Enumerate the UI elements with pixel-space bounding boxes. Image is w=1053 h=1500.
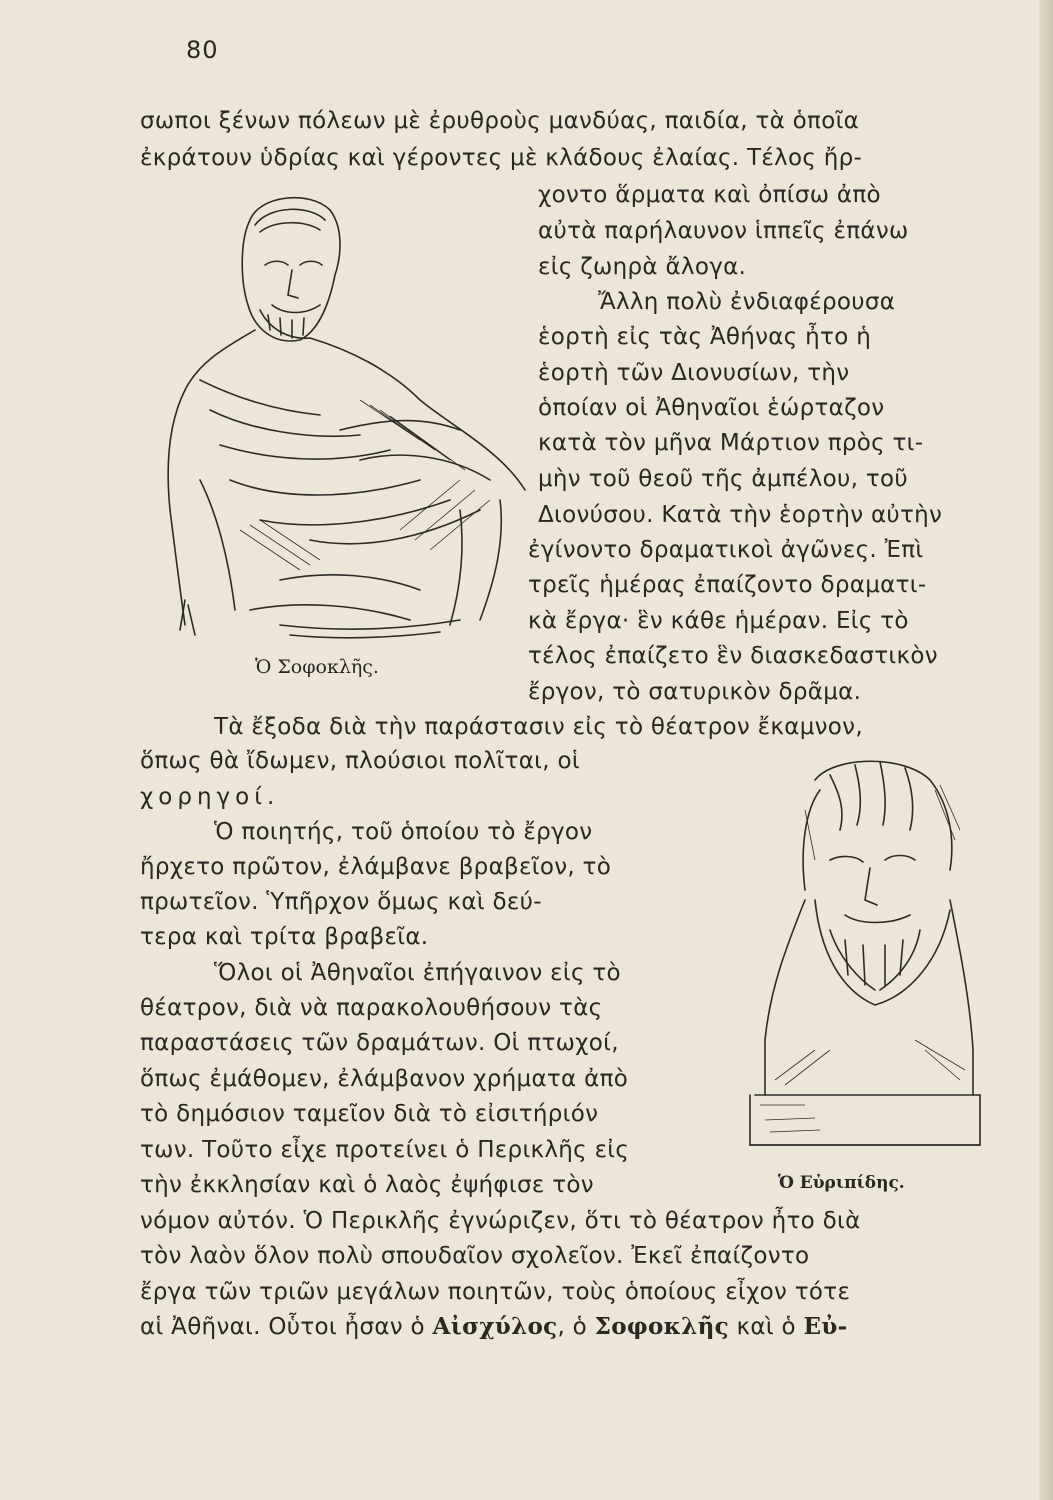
- last-line-sep1: , ὁ: [557, 1314, 595, 1340]
- text-line: ἐγίνοντο δραματικοὶ ἀγῶνες. Ἐπὶ: [528, 537, 924, 563]
- text-line: τὴν ἐκκλησίαν καὶ ὁ λαὸς ἐψήφισε τὸν: [140, 1172, 594, 1198]
- text-line: ὅπως θὰ ἴδωμεν, πλούσιοι πολῖται, οἱ: [140, 748, 580, 774]
- page-number: 80: [186, 36, 219, 64]
- euripides-illustration: [745, 750, 985, 1170]
- last-line-start: αἱ Ἀθῆναι. Οὗτοι ἦσαν ὁ: [140, 1314, 433, 1340]
- page-edge: [1039, 0, 1053, 1500]
- name-euripides-start: Εὐ-: [803, 1313, 848, 1340]
- text-line: αὐτὰ παρήλαυνον ἱππεῖς ἐπάνω: [538, 218, 909, 244]
- text-line: νόμον αὐτόν. Ὁ Περικλῆς ἐγνώριζεν, ὅτι τὸ θέατρον ἦτο διὰ: [140, 1208, 861, 1234]
- text-line: κὰ ἔργα· ἓν κάθε ἡμέραν. Εἰς τὸ: [528, 608, 909, 634]
- text-line: τερα καὶ τρίτα βραβεῖα.: [140, 924, 429, 950]
- name-aeschylus: Αἰσχύλος: [432, 1313, 558, 1340]
- text-line: ἤρχετο πρῶτον, ἐλάμβανε βραβεῖον, τὸ: [140, 854, 612, 880]
- name-sophocles: Σοφοκλῆς: [594, 1313, 729, 1340]
- text-line: ἔργον, τὸ σατυρικὸν δρᾶμα.: [528, 679, 862, 705]
- text-line: Διονύσου. Κατὰ τὴν ἑορτὴν αὐτὴν: [538, 502, 943, 528]
- euripides-caption: Ὁ Εὐριπίδης.: [778, 1173, 905, 1193]
- sophocles-caption: Ὁ Σοφοκλῆς.: [255, 656, 379, 678]
- text-line: χορηγοί.: [140, 784, 280, 810]
- text-line: τέλος ἐπαίζετο ἓν διασκεδαστικὸν: [528, 643, 938, 669]
- text-line: χοντο ἅρματα καὶ ὀπίσω ἀπὸ: [538, 182, 881, 208]
- text-line: ὅπως ἐμάθομεν, ἐλάμβανον χρήματα ἀπὸ: [140, 1066, 629, 1092]
- text-line: των. Τοῦτο εἶχε προτείνει ὁ Περικλῆς εἰς: [140, 1137, 630, 1163]
- last-line-sep2: καὶ ὁ: [728, 1314, 804, 1340]
- text-line: σωποι ξένων πόλεων μὲ ἐρυθροὺς μανδύας, παιδία, τὰ ὁποῖα: [140, 108, 860, 134]
- text-line: παραστάσεις τῶν δραμάτων. Οἱ πτωχοί,: [140, 1030, 619, 1056]
- text-line: ἔργα τῶν τριῶν μεγάλων ποιητῶν, τοὺς ὁποίους εἶχον τότε: [140, 1279, 851, 1305]
- text-line: Τὰ ἔξοδα διὰ τὴν παράστασιν εἰς τὸ θέατρον ἔκαμνον,: [214, 714, 863, 740]
- text-line: τρεῖς ἡμέρας ἐπαίζοντο δραματι-: [528, 572, 927, 598]
- sophocles-illustration: [160, 180, 530, 650]
- text-line: ἐκράτουν ὑδρίας καὶ γέροντες μὲ κλάδους ἐλαίας. Τέλος ἤρ-: [140, 145, 863, 171]
- text-line: ἑορτὴ τῶν Διονυσίων, τὴν: [538, 360, 850, 386]
- text-line: θέατρον, διὰ νὰ παρακολουθήσουν τὰς: [140, 995, 603, 1021]
- text-line: Ὁ ποιητής, τοῦ ὁποίου τὸ ἔργον: [214, 819, 593, 845]
- text-line: τὸν λαὸν ὅλον πολὺ σπουδαῖον σχολεῖον. Ἐκεῖ ἐπαίζοντο: [140, 1243, 810, 1269]
- text-line: ἑορτὴ εἰς τὰς Ἀθήνας ἦτο ἡ: [538, 324, 872, 350]
- text-line: Ὅλοι οἱ Ἀθηναῖοι ἐπήγαινον εἰς τὸ: [214, 960, 621, 986]
- text-line: μὴν τοῦ θεοῦ τῆς ἀμπέλου, τοῦ: [538, 466, 908, 492]
- text-line: Ἄλλη πολὺ ἐνδιαφέρουσα: [598, 289, 896, 315]
- text-line: εἰς ζωηρὰ ἄλογα.: [538, 254, 747, 280]
- text-line: κατὰ τὸν μῆνα Μάρτιον πρὸς τι-: [538, 430, 924, 456]
- text-line: ὁποίαν οἱ Ἀθηναῖοι ἑώρταζον: [538, 395, 885, 421]
- text-line-last: [140, 1312, 847, 1342]
- text-line: τὸ δημόσιον ταμεῖον διὰ τὸ εἰσιτήριόν: [140, 1101, 599, 1127]
- text-line: πρωτεῖον. Ὑπῆρχον ὅμως καὶ δεύ-: [140, 889, 542, 915]
